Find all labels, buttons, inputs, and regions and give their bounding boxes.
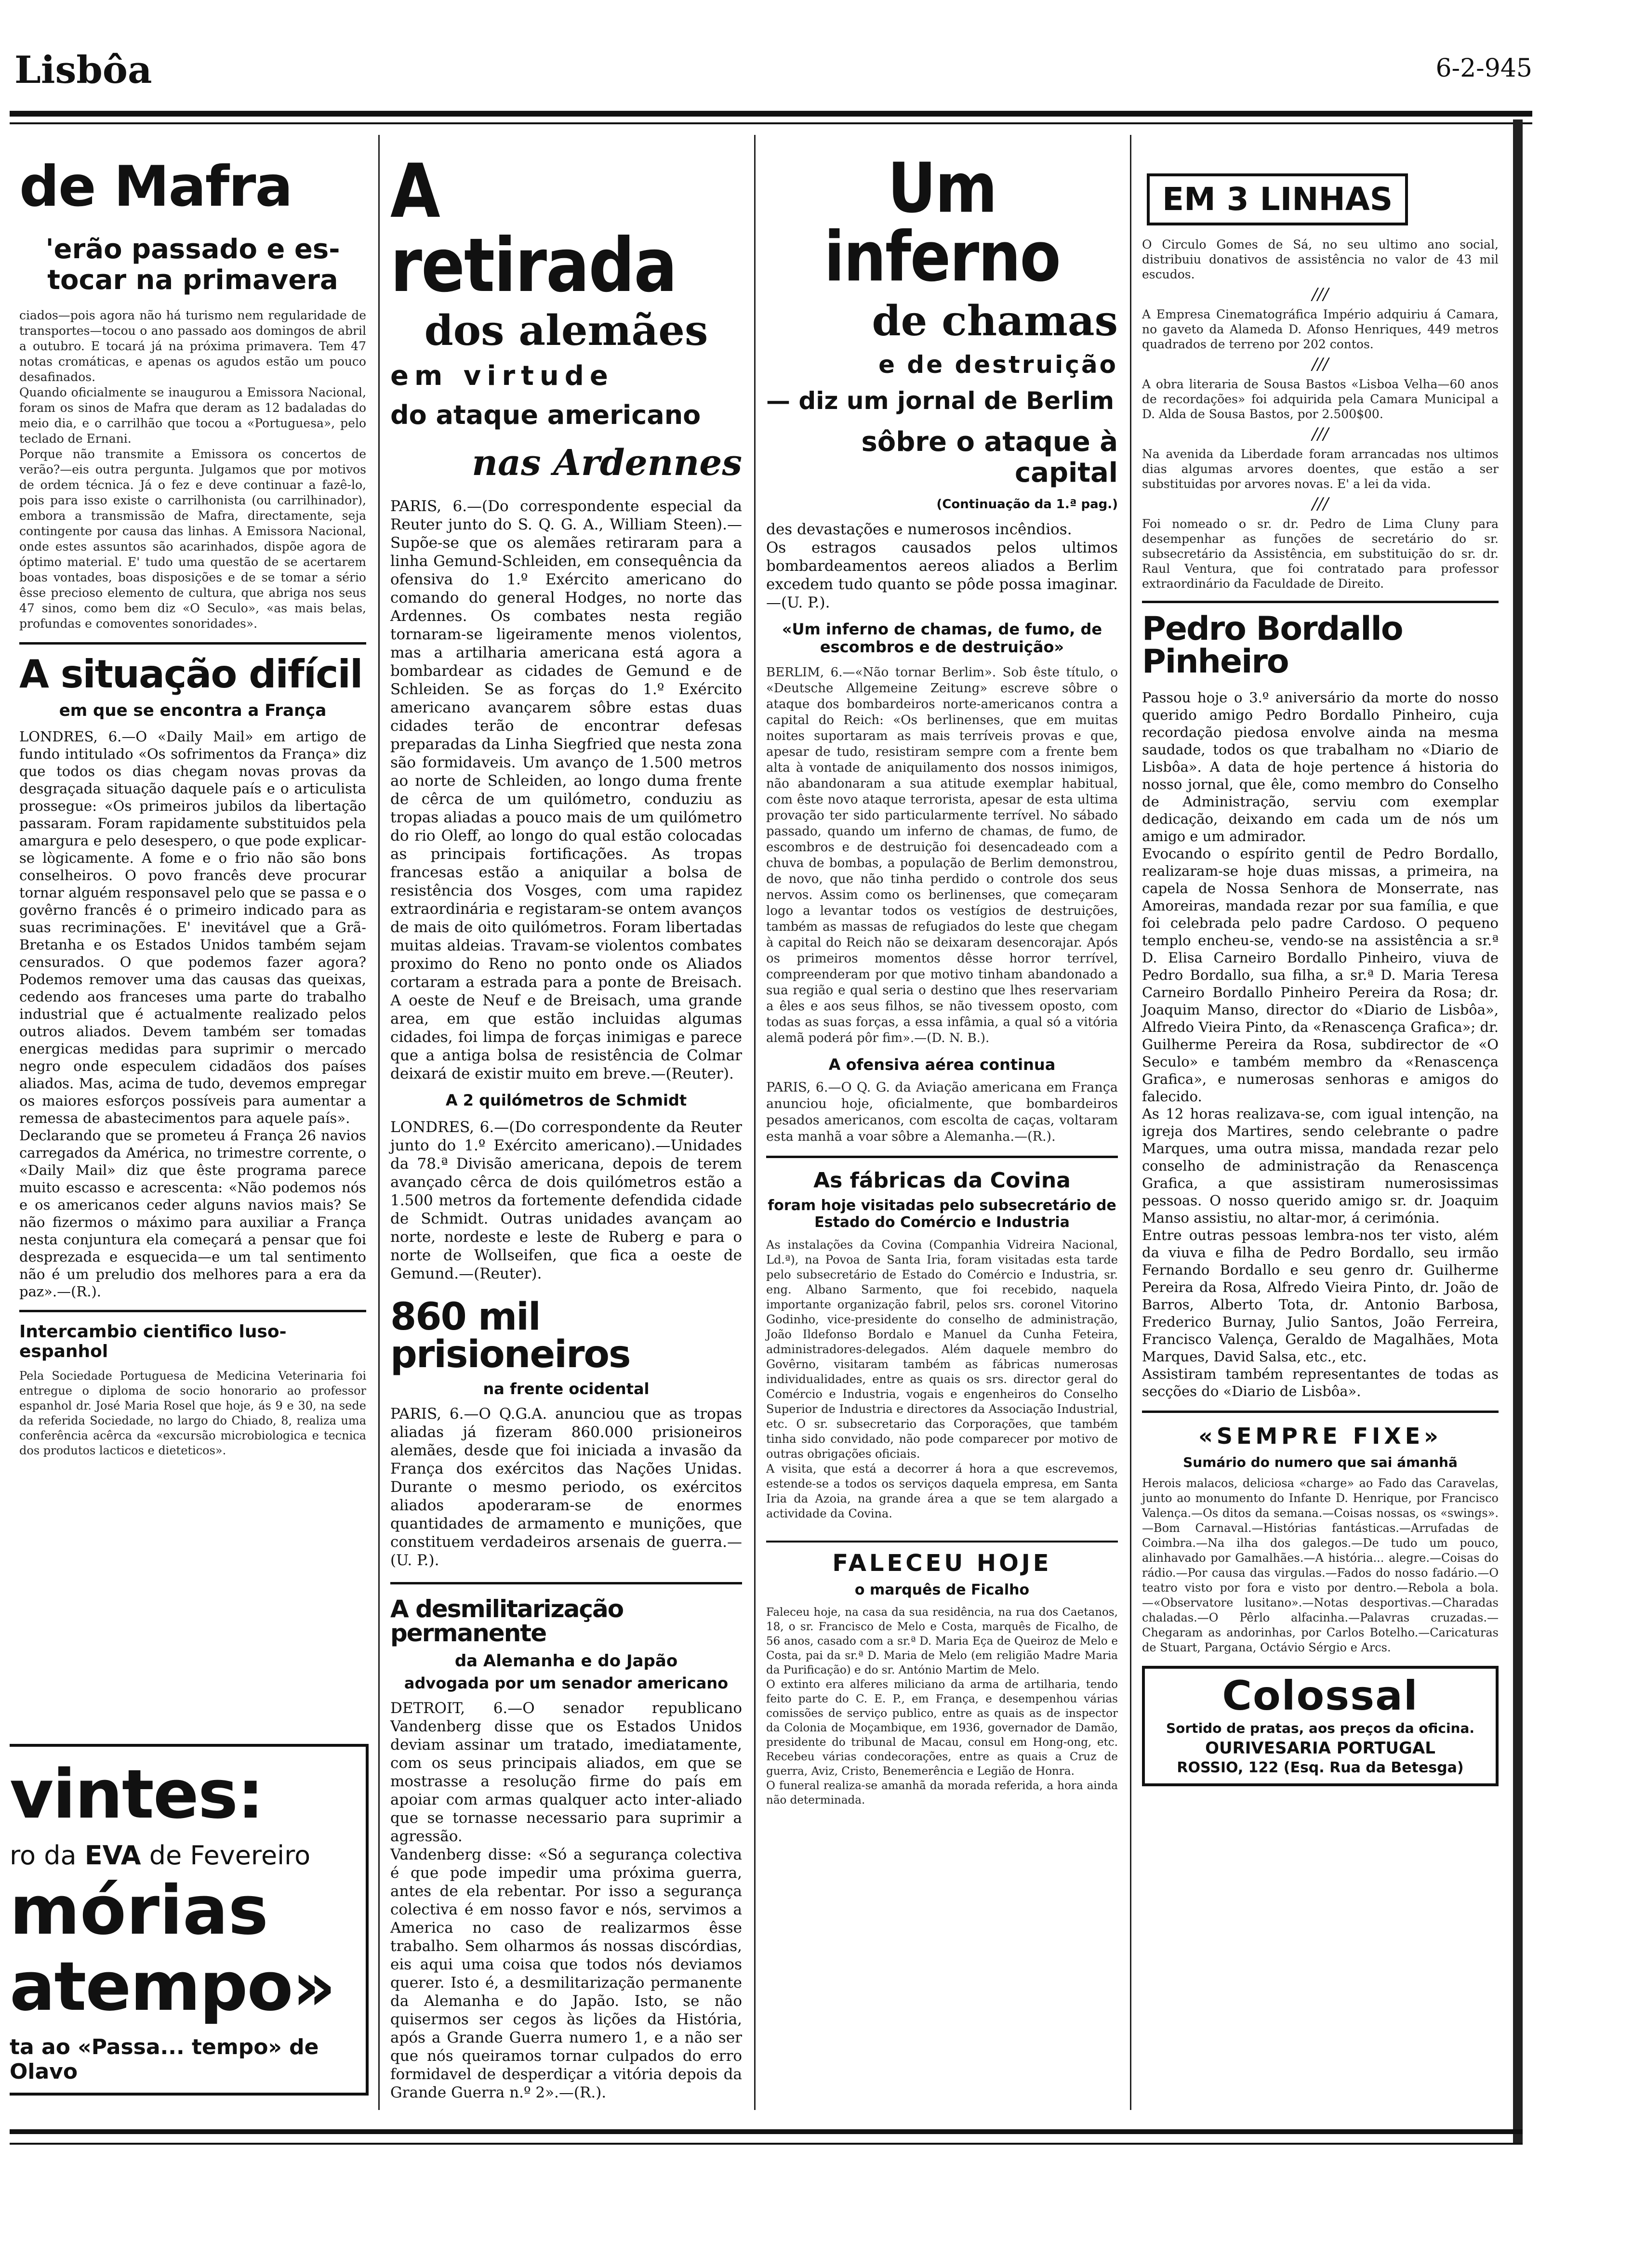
item-separator: /// [1312,424,1329,444]
retirada-sub-2: em virtude [390,360,614,392]
masthead-rule [10,111,1532,117]
inferno-chamas-title: «Um inferno de chamas, de fumo, de escombros e de destruição» [782,620,1102,657]
bordallo-article [1142,609,1499,1400]
covina-body: As instalações da Covina (Companhia Vidreira Nacional, Ld.ª), na Povoa de Santa Iria, foram visitadas esta tarde pelo subsecretário de Estado do Comércio e Industria, sr. eng. Albano Sarmento, que foi recebido, naquela importante organização fabril, pelos srs. coronel Vitorino Godinho, vice-presidente do conselho de administração, João Ildefonso Bordalo e Manuel da Cunha Feteira, administradores-delegados. Além daquele membro do Govêrno, visitaram também as fábricas numerosas individualidades, entre as quais os srs. director geral do Comércio e Industria, vogais e engenheiros do Conselho Superior de Industria e directores da Associação Industrial, etc. O sr. subsecretario das Corporações, que também tinha sido convidado, não pode comparecer por motivo de outras obrigações oficiais. A visita, que está a decorrer á hora a que escrevemos, estende-se a todos os serviços daquela empresa, em Santa Iria da Azoia, na grande área a que se tem alargado a actividade da Covina. [766,1238,1118,1521]
inferno-sub-2: e de destruição [878,350,1118,379]
ofensiva-body: PARIS, 6.—O Q. G. da Aviação americana em França anunciou hoje, oficialmente, que bombardeiros pesados americanos, com escolta de caças, voltaram esta manhã a voar sôbre a Alemanha.—(R.). [766,1080,1118,1144]
column-4 [1142,145,1499,1786]
em3linhas-item: Na avenida da Liberdade foram arrancadas nos ultimos dias algumas arvores doentes, que estão a ser substituidas por arvores novas. E' a lei da vida. [1142,447,1499,491]
colossal-line-3: ROSSIO, 122 (Esq. Rua da Betesga) [1177,1759,1464,1777]
column-3 [766,145,1118,1807]
intercambio-article [19,1322,366,1458]
colossal-advertisement [1142,1666,1499,1786]
colossal-line-1: Sortido de pratas, aos preços da oficina. [1166,1720,1475,1736]
faleceu-article [766,1541,1118,1807]
intercambio-title: Intercambio cientifico luso-espanhol [19,1321,287,1362]
inferno-sub-3: — diz um jornal de Berlim [766,387,1115,415]
inferno-body: des devastações e numerosos incêndios. Os estragos causados pelos ultimos bombardeamentos aereos aliados a Berlim excedem tudo quanto se pôde possa imaginar.—(U. P.). [766,521,1118,612]
item-separator: /// [1312,284,1329,304]
divider [390,1582,742,1584]
inferno-chamas-body: BERLIM, 6.—«Não tornar Berlim». Sob êste título, o «Deutsche Allgemeine Zeitung» escreve sôbre o ataque dos bombardeiros norte-americanos contra a capital do Reich: «Os berlinenses, que em muitas noites suportaram as mais terríveis provas e que, apesar de tudo, resistiram sempre com a frente bem alta à vontade de aniquilamento dos nossos inimigos, não abandonaram a sua atitude exemplar habitual, com êste novo ataque terrorista, apesar de esta ultima provação ter sido particularmente terrível. No sábado passado, quando um inferno de chamas, de fumo, de escombros e de destruição foi desencadeado com a chuva de bombas, a população de Berlim demonstrou, de novo, que não tinha perdido o controle dos seus nervos. Assim como os berlinenses, que começaram logo a levantar todos os vestígios de destruições, também as massas de refugiados do leste que chegam à capital do Reich não se deixaram desencorajar. Após os primeiros momentos dêsse horror terrível, compreenderam por que motivo tinham abandonado a sua região e qual seria o destino que lhes reservariam a êles e aos seus filhos, se não tivessem oposto, com todas as suas forças, a essa infâmia, a qual só a vitória alemã poderá pôr fim».—(D. N. B.). [766,665,1118,1045]
em3linhas-item: Foi nomeado o sr. dr. Pedro de Lima Cluny para desempenhar as funções de secretário do sr. subsecretário da Assistência, em substituição do sr. dr. Raul Ventura, que foi contratado para professor extraordinário da Faculdade de Direito. [1142,516,1499,591]
schmidt-article [390,1092,742,1283]
situacao-title: A situação difícil [19,651,362,697]
retirada-title: A retirada [390,148,677,309]
mafra-article [19,154,366,632]
em3linhas-item: A obra literaria de Sousa Bastos «Lisboa Velha—60 anos de recordações» foi adquirida pela Camara Municipal a D. Alda de Sousa Bastos, por 2.500$00. [1142,377,1499,421]
prisioneiros-subtitle: na frente ocidental [483,1380,650,1398]
retirada-article [390,148,742,1083]
desmilitarizacao-body: DETROIT, 6.—O senador republicano Vandenberg disse que os Estados Unidos deviam assinar um tratado, imediatamente, com os seus principais aliados, em que se mostrasse a resolução firme do país em apoiar com armas qualquer acto inter-aliado que se tornasse necessario para suprimir a agressão. Vandenberg disse: «Só a segurança colectiva é que pode impedir uma próxima guerra, antes de ela rebentar. Por isso a segurança colectiva é em nosso favor e nós, servimos a America no caso de realizarmos êsse trabalho. Sem olharmos ás nossas discórdias, eis aqui uma coisa que todos nós deviamos querer. Isto é, a desmilitarização permanente da Alemanha e do Japão. Isto, se não quisermos ser cegos às lições da História, após a Grande Guerra numero 1, e a não ser que nós queiramos tornar culpados do erro formidavel de desperdiçar a vitória depois da Grande Guerra n.º 2».—(R.). [390,1699,742,2101]
schmidt-body: LONDRES, 6.—(Do correspondente da Reuter junto do 1.º Exército americano).—Unidades da 78.ª Divisão americana, depois de terem avançado cêrca de dois quilómetros estão a 1.500 metros da fortemente defendida cidade de Schmidt. Outras unidades avançam ao norte, nordeste e leste de Ruberg e para o norte de Wollseifen, que fica a oeste de Gemund.—(Reuter). [390,1119,742,1283]
inferno-continuation: (Continuação da 1.ª pag.) [936,497,1118,512]
situacao-article [19,651,366,1300]
eva-advertisement [10,1744,369,2096]
inferno-sub-1: de chamas [872,297,1118,345]
bordallo-body: Passou hoje o 3.º aniversário da morte do nosso querido amigo Pedro Bordallo Pinheiro, cuja recordação piedosa envolve ainda na mesma saudade, todos os que trabalham no «Diario de Lisbôa». A data de hoje pertence á historia do nosso jornal, que êle, como membro do Conselho de Administração, serviu com exemplar dedicação, deixando em cada um de nós um amigo e um admirador. Evocando o espírito gentil de Pedro Bordallo, realizaram-se hoje duas missas, a primeira, na capela de Nossa Senhora de Monserrate, nas Amoreiras, mandada rezar por sua família, e que foi celebrada pelo padre Cardoso. O pequeno templo encheu-se, vendo-se na assistência a sr.ª D. Elisa Carneiro Bordallo Pinheiro, viuva de Pedro Bordallo, sua filha, a sr.ª D. Maria Teresa Carneiro Bordallo Pinheiro Pereira da Rosa; dr. Joaquim Manso, director do «Diario de Lisbôa», Alfredo Vieira Pinto, da «Renascença Grafica»; dr. Guilherme Pereira da Rosa, subdirector de «O Seculo» e também membro da «Renascença Grafica», e numerosas senhoras e amigos do falecido. As 12 horas realizava-se, com igual intenção, na igreja dos Martires, sendo celebrante o padre Marques, uma outra missa, mandada rezar pelo conselho de administração da Renascença Grafica, a que assistiram numerosissimas pessoas. O nosso querido amigo sr. dr. Joaquim Manso assistiu, no altar-mor, á cerimónia. Entre outras pessoas lembra-nos ter visto, além da viuva e filha de Pedro Bordallo, seu irmão Fernando Bordallo e seu genro dr. Guilherme Pereira da Rosa, Alfredo Vieira Pinto, dr. João de Barros, Alberto Tota, dr. Antonio Barbosa, Frederico Burnay, Julio Santos, João Ferreira, Francisco Valença, Geraldo de Magalhães, Mota Marques, David Salsa, etc., etc. Assistiram também representantes de todas as secções do «Diario de Lisbôa». [1142,689,1499,1399]
sempre-fixe-title: «SEMPRE FIXE» [1198,1423,1442,1449]
item-separator: /// [1312,354,1329,374]
column-divider [1130,135,1131,2110]
ad-line-4: atempo» [10,1948,335,2026]
mafra-title: de Mafra [19,154,292,219]
inferno-title: Um inferno [824,148,1060,297]
sempre-fixe-subtitle: Sumário do numero que sai ámanhã [1183,1454,1458,1470]
column-divider [378,135,380,2110]
retirada-sub-1: dos alemães [424,306,708,355]
ad-line-5: ta ao «Passa... tempo» de Olavo [10,2035,319,2084]
retirada-body: PARIS, 6.—(Do correspondente especial da Reuter junto do S. Q. G. A., William Steen).—Supõe-se que os alemães retiraram para a linha Gemund-Schleiden, em consequência da ofensiva do 1.º Exército americano do comando do general Hodges, no norte das Ardennes. Os combates nesta região tornaram-se ligeiramente menos violentos, mas a artilharia americana está agora a bombardear as cidades de Gemund e de Schleiden. Se as forças do 1.º Exército americano avançarem sôbre estas duas cidades terão de encontrar defesas preparadas da Linha Siegfried que nesta zona são formidaveis. Um avanço de 1.500 metros ao norte de Schleiden, ao longo duma frente de cêrca de um quilómetro, conduziu as tropas aliadas a pouco mais de um quilómetro do rio Oleff, ao longo do qual estão colocadas as principais fortificações. As tropas francesas estão a aniquilar a bolsa de resistência dos Vosges, com uma rapidez extraordinária e registaram-se ontem avanços de mais de oito quilómetros. Foram libertadas muitas aldeias. Travam-se violentos combates proximo do Reno no ponto onde os Aliados cortaram a estrada para a ponte de Breisach. A oeste de Neuf e de Breisach, uma grande area, em que estão incluidas algumas cidades, foi limpa de forças inimigas e parece que a antiga bolsa de resistência de Colmar deixará de existir muito em breve.—(Reuter). [390,498,742,1083]
ofensiva-article [766,1056,1118,1145]
covina-subtitle: foram hoje visitadas pelo subsecretário de Estado do Comércio e Industria [768,1197,1116,1231]
ofensiva-title: A ofensiva aérea continua [828,1055,1056,1074]
masthead-rule-thin [10,122,1532,124]
colossal-title: Colossal [1222,1672,1419,1719]
ad-line-2: ro da EVA de Fevereiro [10,1840,311,1871]
covina-article [766,1169,1118,1522]
faleceu-subtitle: o marquês de Ficalho [854,1581,1030,1598]
sempre-fixe-article [1142,1424,1499,1655]
divider [1142,1411,1499,1413]
covina-title: As fábricas da Covina [813,1168,1071,1193]
desmilitarizacao-sub-2: advogada por um senador americano [404,1674,729,1693]
column-1 [19,145,366,1458]
bottom-rule-thin [10,2143,1523,2145]
em3linhas-list [1142,237,1499,591]
ad-line-3: mórias [10,1872,268,1950]
schmidt-title: A 2 quilómetros de Schmidt [445,1091,687,1110]
mafra-body: ciados—pois agora não há turismo nem regularidade de transportes—tocou o ano passado aos domingos de abril a outubro. E tocará já na próxima primavera. Tem 47 notas cromáticas, e apenas os agudos estão um pouco desafinados. Quando oficialmente se inaugurou a Emissora Nacional, foram os sinos de Mafra que deram as 12 badaladas do meio dia, e o carrilhão que tocou a «Portuguesa», pelo teclado de Ernani. Porque não transmite a Emissora os concertos de verão?—eis outra pergunta. Julgamos que por motivos de ordem técnica. Já o fez e deve continuar a fazê-lo, pois para isso existe o carrilhonista (ou carrilhinador), embora a transmissão de Mafra, directamente, seja contingente por causa das linhas. A Emissora Nacional, onde estes assuntos são acarinhados, dispõe agora de óptimo material. E' tudo uma questão de se acertarem boas vontades, boas disposições e de se tomar a sério êsse precioso elemento de cultura, que abriga nos seus 47 sinos, como bem diz «O Seculo», «as mais belas, profundas e comoventes sonoridades». [19,308,366,631]
retirada-sub-3: do ataque americano [390,399,701,430]
colossal-line-2: OURIVESARIA PORTUGAL [1205,1739,1435,1758]
em3linhas-item: A Empresa Cinematográfica Império adquiriu á Camara, no gaveto da Alameda D. Afonso Henriques, 449 metros quadrados de terreno por 202 contos. [1142,307,1499,351]
column-2 [390,145,742,2102]
prisioneiros-body: PARIS, 6.—O Q.G.A. anunciou que as tropas aliadas já fizeram 860.000 prisioneiros alemães, desde que foi iniciada a invasão da França dos exércitos das Nações Unidas. Durante o mesmo periodo, os exércitos aliados apoderaram-se de enormes quantidades de armamento e munições, que constituem verdadeiros arsenais de guerra.—(U. P.). [390,1405,742,1569]
divider [1142,601,1499,603]
mafra-subtitle: 'erão passado e es- tocar na primavera [45,234,340,296]
desmilitarizacao-article [390,1597,742,2102]
divider [19,1310,366,1312]
desmilitarizacao-title: A desmilitarização permanente [390,1595,624,1648]
prisioneiros-article [390,1295,742,1569]
situacao-subtitle: em que se encontra a França [59,700,327,720]
retirada-sub-4: nas Ardennes [472,442,742,484]
em3linhas-title: EM 3 LINHAS [1147,173,1408,225]
faleceu-body: Faleceu hoje, na casa da sua residência, na rua dos Caetanos, 18, o sr. Francisco de Melo e Costa, marquês de Ficalho, de 56 anos, casado com a sr.ª D. Maria Eça de Queiroz de Melo e Costa, pai da sr.ª D. Maria de Melo (em religião Madre Maria da Purificação) e do sr. António Martim de Melo. O extinto era alferes miliciano da arma de artilharia, tendo feito parte do C. E. P., em França, e desempenhou várias comissões de serviço publico, entre as quais as de inspector da Colonia de Moçambique, em 1936, governador de Damão, presidente do tribunal de Macau, consul em Hong-ong, etc. Recebeu várias condecorações, entre as quais a Cruz de guerra, Aviz, Cristo, Benemerência e Legião de Honra. O funeral realiza-se amanhã da morada referida, a hora ainda não determinada. [766,1606,1118,1807]
masthead-title: Lisbôa [14,48,152,92]
divider [766,1156,1118,1158]
bottom-rule [10,2129,1523,2134]
inferno-sub-4: sôbre o ataque à capital [861,426,1118,488]
item-separator: /// [1312,494,1329,514]
em3linhas-item: O Circulo Gomes de Sá, no seu ultimo ano social, distribuiu donativos de assistência no valor de 43 mil escudos. [1142,237,1499,281]
situacao-body: LONDRES, 6.—O «Daily Mail» em artigo de fundo intitulado «Os sofrimentos da França» diz que todos os dias chegam novas provas da desgraçada situação daquele país e o articulista prossegue: «Os primeiros jubilos da libertação passaram. Foram rapidamente substituidos pela amargura e pelo desespero, o que pode explicar-se lògicamente. A fome e o frio não são bons conselheiros. O povo francês deve procurar tornar alguém responsavel pelo que se passa e o govêrno francês é o primeiro indicado para as suas recriminações. E' inevitável que a Grã-Bretanha e os Estados Unidos também sejam censurados. O que podemos fazer agora? Podemos remover uma das causas das queixas, cedendo aos franceses uma parte do trabalho industrial que é actualmente realizado pelos outros aliados. Devem também ser tomadas energicas medidas para suprimir o mercado negro onde especulem cidadãos dos países aliados. Mas, acima de tudo, devemos empregar os maiores esforços possíveis para aumentar a remessa de abastecimentos para aquele país». Declarando que se prometeu á França 26 navios carregados da América, no trimestre corrente, o «Daily Mail» diz que êste programa parece muito escasso e acrescenta: «Não podemos nós e os americanos ceder alguns navios mais? Se não fizermos o máximo para auxiliar a França nesta conjuntura ela começará a pensar que foi desprezada e esquecida—e um tal sentimento não é um preludio dos melhores para a era da paz».—(R.). [19,728,366,1300]
intercambio-body: Pela Sociedade Portuguesa de Medicina Veterinaria foi entregue o diploma de socio honorario ao professor espanhol dr. José Maria Rosel que hoje, ás 9 e 30, na sede da referida Sociedade, no largo do Chiado, 8, realiza uma conferência acêrca da «excursão microbiologica e tecnica dos produtos lacticos e dieteticos». [19,1369,366,1457]
desmilitarizacao-sub-1: da Alemanha e do Japão [454,1651,678,1671]
column-divider [754,135,756,2110]
masthead-date: 6-2-945 [1435,54,1532,83]
right-edge-bar [1513,119,1523,2143]
inferno-article [766,148,1118,612]
sempre-fixe-body: Herois malacos, deliciosa «charge» ao Fado das Caravelas, junto ao monumento do Infante D. Henrique, por Francisco Valença.—Os ditos da semana.—Coisas nossas, os «swings».—Bom Carnaval.—Histórias fantásticas.—Arrufadas de Coimbra.—Na ilha dos galegos.—De tudo um pouco, alinhavado por Gamalhães.—A história... alegre.—Coisas do rádio.—Por causa das virgulas.—Fados do nosso fadário.—O teatro visto por fora e visto por dentro.—Rebola a bola.—«Observatore lusitano».—Notas desportivas.—Charadas chaladas.—O Pêrlo alfacinha.—Palavras cruzadas.—Chegaram as andorinhas, por Carlos Botelho.—Caricaturas de Stuart, Pargana, Octávio Sérgio e Arcs. [1142,1476,1499,1654]
inferno-chamas-article [766,620,1118,1046]
prisioneiros-title: 860 mil prisioneiros [390,1295,630,1377]
faleceu-title: FALECEU HOJE [832,1550,1052,1577]
divider [19,642,366,645]
ad-line-1: vintes: [10,1755,264,1834]
bordallo-title: Pedro Bordallo Pinheiro [1142,609,1403,681]
em3linhas-box [1142,145,1499,591]
